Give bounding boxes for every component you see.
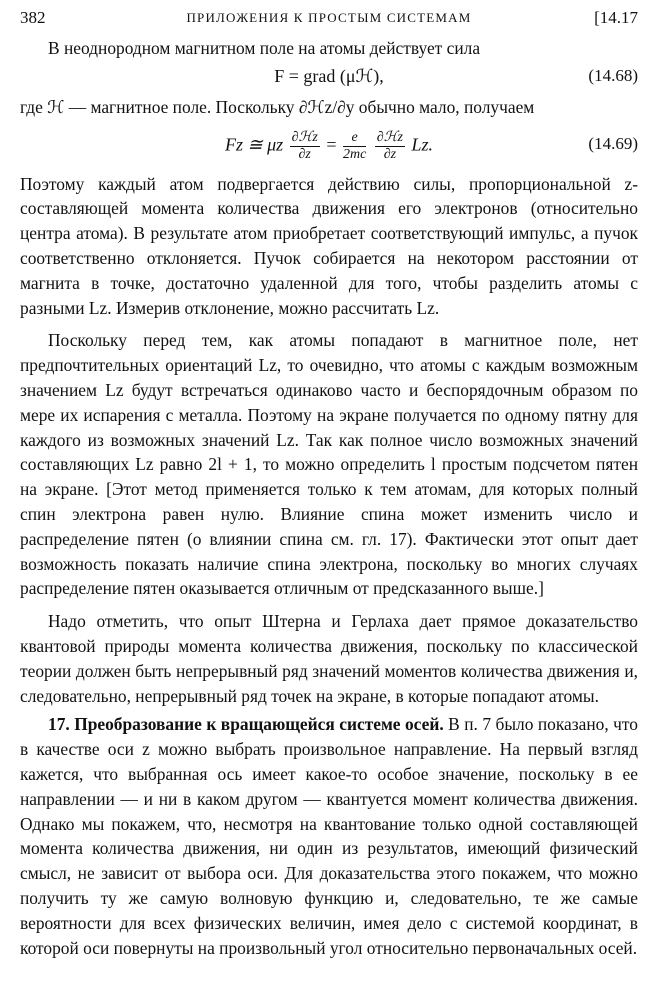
equation-14-69 (20, 120, 638, 168)
fraction-3: $\frac{\text{∂ℋz}}{\partial z}$ (376, 129, 403, 162)
paragraph-stern-gerlach: Надо отметить, что опыт Штерна и Герлаха дает прямое доказательство квантовой природы момента количества движения, поскольку по классической теории должен быть непрерывный ряд значений моментов количества движения и, следовательно, непрерывный ряд точек на экране, в которые попадают атомы. (20, 611, 638, 706)
paragraph-deflection: Поэтому каждый атом подвергается действию силы, пропорциональной z-составляющей момента количества движения его электронов (относительно центра атома). В результате атом приобретает соответствующий импульс, а пучок соответственно отклоняется. Пучок собирается на некотором расстоянии от магнита в точке, достаточно удаленной для того, чтобы разделить атомы с разными Lz. Измерив отклонение, можно рассчитать Lz. (20, 173, 638, 318)
equation-14-68-formula: F = grad (μℋ), (274, 65, 384, 86)
section-17-text: В п. 7 было показано, что в качестве оси z можно выбрать произвольное направление. На первый взгляд кажется, что выбранная ось имеет какое-то особое значение, поскольку в ее направлении — и ни в каком другом — квантуется момент количества движения. Однако мы покажем, что, несмотря на квантование только одной составляющей момента количества движения, ни один из результатов, имеющий физический смысл, не зависит от выбора оси. Для доказательства этого покажем, что можно получить ту же самую волновую функцию и, следовательно, те же самые вероятности для всех физических величин, имея дело с системой координат, в которой оси повернуты на произвольный угол относительно первоначальных осей. (20, 714, 638, 958)
equation-14-68-number: (14.68) (588, 65, 638, 85)
page-number: 382 (20, 8, 46, 27)
equals-sign: = (326, 134, 337, 155)
equation-14-69-number: (14.69) (588, 133, 638, 153)
paragraph-field-definition: где ℋ — магнитное поле. Поскольку ∂ℋz/∂y обычно мало, получаем (20, 96, 535, 117)
equation-14-68 (20, 61, 638, 95)
running-title: ПРИЛОЖЕНИЯ К ПРОСТЫМ СИСТЕМАМ (186, 10, 472, 25)
section-reference: [14.17 (594, 8, 638, 27)
equation-14-69-lhs: Fz ≅ μz (224, 134, 284, 155)
paragraph-spots: Поскольку перед тем, как атомы попадают в магнитное поле, нет предпочтительных ориентаций Lz, то очевидно, что атомы с каждым возможным значением Lz будут встречаться одинаково часто и беспорядочным образом по мере их испарения с металла. Поэтому на экране получается по одному пятну для каждого из возможных значений Lz. Так как полное число возможных значений составляющих Lz равно 2l + 1, то можно определить l простым подсчетом пятен на экране. [Этот метод применяется только к тем атомам, для которых полный спин электрона равен нулю. Влияние спина может изменить число и распределение пятен (о влиянии спина см. гл. 17). Фактически этот опыт дает возможность показать наличие спина электрона, поскольку во многих случаях распределение пятен оказывается отличным от предсказанного выше.] (20, 330, 638, 599)
fraction-2: $\frac{e}{2mc}$ (342, 129, 367, 162)
section-17-heading: 17. Преобразование к вращающейся системе осей. (48, 714, 444, 735)
running-header (20, 6, 638, 36)
section-17 (20, 712, 638, 960)
book-page (20, 6, 638, 960)
paragraph-force-intro: В неоднородном магнитном поле на атомы действует сила (48, 38, 481, 58)
equation-14-69-rhs: Lz. (411, 134, 434, 155)
fraction-1: $\frac{\text{∂ℋz}}{\partial z}$ (291, 129, 318, 162)
